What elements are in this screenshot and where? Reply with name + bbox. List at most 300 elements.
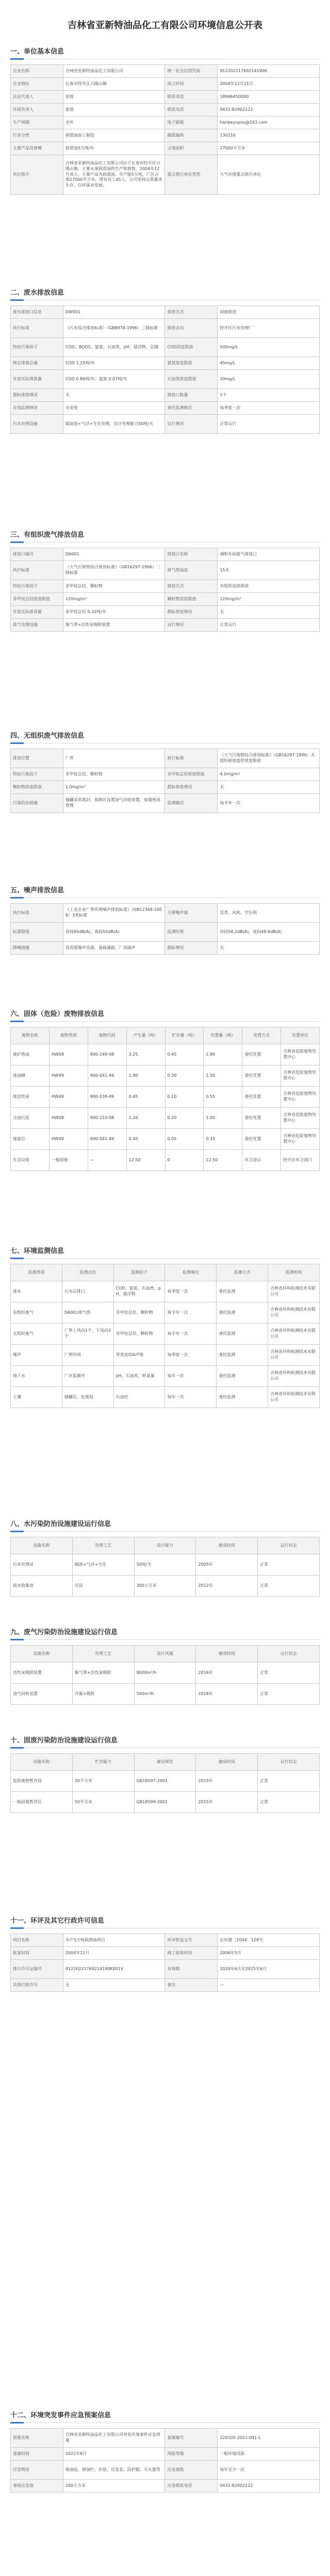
table-cell: 吉林省环科检测技术有限公司 xyxy=(268,1281,320,1302)
table-row xyxy=(11,1934,320,1947)
field-label: 执行标准 xyxy=(11,319,63,338)
section-heading xyxy=(10,1736,320,1748)
table-row xyxy=(11,1792,320,1813)
field-label: 废气处理设施 xyxy=(11,619,63,632)
section-accent-bar xyxy=(10,1639,24,1640)
table-row xyxy=(11,1087,320,1108)
info-table xyxy=(10,306,320,434)
table-cell: 储罐区、危废间 xyxy=(62,1387,113,1408)
info-table xyxy=(10,1264,320,1408)
table-cell: 正常 xyxy=(258,1575,320,1597)
field-label: 特征污染因子 xyxy=(11,768,63,781)
field-value: 全年 xyxy=(63,116,165,129)
field-value: 吉林省亚新特油品化工有限公司突发环境事件应急预案 xyxy=(63,2429,165,2448)
table-row xyxy=(11,561,320,580)
section-accent-bar xyxy=(10,1927,24,1929)
table-cell: 委托处置 xyxy=(242,1065,281,1087)
field-label: 核定排放总量 xyxy=(11,357,63,370)
field-value: 吉林省亚新特油品化工有限公司位于长春市经开区兴隆山镇，主要从事润滑油的生产和销售，2004年12月成立，主要产品为润滑油，年产能5万吨，厂区占地27000平方米，现有员工45人，公司坚持以质量求生存，以环保求发展。 xyxy=(63,155,165,195)
table-cell: 0 xyxy=(165,1150,204,1171)
table-cell: 3.25 xyxy=(126,1044,165,1065)
field-label: 超标排放情况 xyxy=(165,781,218,794)
field-value: COD 1.25吨/年 xyxy=(63,357,165,370)
table-cell: 2012年 xyxy=(196,1575,258,1597)
table-header-row xyxy=(11,1754,320,1771)
section-title: 五、噪声排放信息 xyxy=(10,887,64,895)
table-cell: 900-249-08 xyxy=(88,1044,126,1065)
field-label: 备案编号 xyxy=(165,2429,218,2448)
table-row xyxy=(11,606,320,619)
field-value: 500mg/L xyxy=(218,338,320,357)
table-cell: 污水总排口 xyxy=(62,1281,113,1302)
info-table xyxy=(10,548,320,632)
field-label: 委托监测频次 xyxy=(165,402,218,415)
table-row xyxy=(11,768,320,781)
table-row xyxy=(11,1065,320,1087)
field-value: 220105-2022-041-L xyxy=(218,2429,320,2448)
table-row xyxy=(11,923,320,942)
column-header: 设计能力 xyxy=(134,1537,196,1554)
table-row xyxy=(11,357,320,370)
table-cell: 8000m³/h xyxy=(134,1663,196,1684)
field-label: 风险等级 xyxy=(165,2448,218,2461)
table-row xyxy=(11,1554,320,1575)
table-row xyxy=(11,1129,320,1150)
table-row xyxy=(11,91,320,104)
table-cell: 厂界四周 xyxy=(62,1345,113,1366)
table-cell: 正常 xyxy=(258,1771,320,1792)
field-value: 润滑油5万吨/年 xyxy=(63,142,165,155)
column-header: 运行状态 xyxy=(258,1754,320,1771)
section-unorganized-gas xyxy=(10,732,320,813)
section-monitoring xyxy=(10,1247,320,1408)
column-header: 处置方式 xyxy=(242,1027,281,1044)
field-label: 法定代表人 xyxy=(11,91,63,104)
field-label: 应急演练 xyxy=(165,2461,218,2480)
section-heading xyxy=(10,886,320,898)
field-value: 储罐采用氮封，装卸区设置油气回收装置，加强密闭管理 xyxy=(63,794,165,813)
field-value: 91220221769214190K001V xyxy=(63,1960,165,1979)
field-value: 非甲烷总烃、颗粒物 xyxy=(63,580,165,593)
table-cell: 噪声 xyxy=(11,1345,62,1366)
field-value: 无 xyxy=(63,1979,165,1992)
field-value: 吸油毡、围油栏、沙袋、应急泵、防护服、灭火器等 xyxy=(63,2461,165,2480)
table-row xyxy=(11,749,320,768)
field-value: 1个 xyxy=(218,389,320,402)
table-cell: 正常 xyxy=(258,1792,320,1813)
table-cell: 每季度一次 xyxy=(165,1345,217,1366)
table-cell: 污水处理站 xyxy=(11,1554,73,1575)
field-label: 年度实际排放量 xyxy=(11,370,63,389)
table-cell: 吉林省危险废物处置中心 xyxy=(281,1044,320,1065)
table-cell: 委托监测 xyxy=(217,1387,268,1408)
section-water-facility xyxy=(10,1520,320,1597)
field-value: hanbeyuyou@163.com xyxy=(218,116,320,129)
section-title: 十、固废污染防治设施建设运行信息 xyxy=(10,1737,118,1745)
field-label: 竣工验收时间 xyxy=(165,1947,218,1960)
field-label: 预案名称 xyxy=(11,2429,63,2448)
table-row xyxy=(11,1663,320,1684)
field-label: 颗粒物浓度限值 xyxy=(165,593,218,606)
field-value: 非甲烷总烃、颗粒物 xyxy=(63,768,165,781)
field-label: 执行标准 xyxy=(11,561,63,580)
table-cell: 1.50 xyxy=(204,1065,242,1087)
field-label: 单位简介 xyxy=(11,155,63,195)
table-cell: COD、氨氮、石油类、pH、悬浮物 xyxy=(113,1281,165,1302)
field-label: 电子邮箱 xyxy=(165,116,218,129)
column-header: 运行状态 xyxy=(258,1537,320,1554)
section-title: 四、无组织废气排放信息 xyxy=(10,732,85,740)
info-table xyxy=(10,64,320,195)
table-cell: 有组织废气 xyxy=(11,1302,62,1324)
table-cell: 30平方米 xyxy=(72,1771,134,1792)
table-cell: 12.50 xyxy=(204,1150,242,1171)
table-cell: 吉林省危险废物处置中心 xyxy=(281,1087,320,1108)
field-label: 重点排污单位类型 xyxy=(165,155,218,195)
table-cell: 委托监测 xyxy=(217,1366,268,1387)
table-cell: 0.20 xyxy=(165,1108,204,1129)
field-value: 无 xyxy=(218,942,320,955)
field-value: 2006年5月 xyxy=(218,1947,320,1960)
field-label: 主要噪声源 xyxy=(165,904,218,923)
column-header: 监测频次 xyxy=(165,1264,217,1281)
field-label: 占地面积 xyxy=(165,142,218,155)
column-header: 处置量（吨） xyxy=(204,1027,242,1044)
table-row xyxy=(11,1281,320,1302)
section-accent-bar xyxy=(10,541,24,543)
table-cell: 委托监测 xyxy=(217,1345,268,1366)
table-row xyxy=(11,116,320,129)
section-wastewater xyxy=(10,289,320,434)
table-cell: 经开区环卫部门 xyxy=(281,1150,320,1171)
table-cell: 委托处置 xyxy=(242,1129,281,1150)
section-heading xyxy=(10,531,320,543)
table-cell: DA001排气筒 xyxy=(62,1302,113,1324)
table-cell: 正常 xyxy=(258,1663,320,1684)
field-value: 无 xyxy=(218,781,320,794)
field-value: 隔油池+气浮+生化处理，设计处理能力50吨/天 xyxy=(63,415,165,434)
section-title: 十二、环境突发事件应急预案信息 xyxy=(10,2412,111,2420)
section-heading xyxy=(10,1628,320,1640)
table-row xyxy=(11,2480,320,2493)
field-label: 企业地址 xyxy=(11,78,63,91)
field-label: 污染防治措施 xyxy=(11,794,63,813)
section-heading xyxy=(10,2411,320,2423)
field-label: 监测结果 xyxy=(165,923,218,942)
table-row xyxy=(11,1960,320,1979)
section-title: 九、废气污染防治设施建设运行信息 xyxy=(10,1629,118,1637)
column-header: 处置单位 xyxy=(281,1027,320,1044)
field-value: 张旭 xyxy=(63,104,165,116)
field-label: 环保负责人 xyxy=(11,104,63,116)
table-cell: HW49 xyxy=(49,1087,88,1108)
field-value: 年产5万吨润滑油项目 xyxy=(63,1934,165,1947)
table-row xyxy=(11,1324,320,1345)
table-row xyxy=(11,1150,320,1171)
table-row xyxy=(11,2429,320,2448)
table-cell: 油气回收装置 xyxy=(11,1684,73,1705)
table-row xyxy=(11,155,320,195)
column-header: 贮存能力 xyxy=(72,1754,134,1771)
section-gas-facility xyxy=(10,1628,320,1705)
table-cell: 厂区监测井 xyxy=(62,1366,113,1387)
field-value: 非甲烷总烃 0.32吨/年 xyxy=(63,606,165,619)
field-value: COD、BOD5、氨氮、石油类、pH、悬浮物、总磷 xyxy=(63,338,165,357)
table-cell: 等效连续A声级 xyxy=(113,1345,165,1366)
table-cell: 0.35 xyxy=(204,1129,242,1150)
info-table xyxy=(10,1934,320,1992)
table-cell: 活性炭吸附装置 xyxy=(11,1663,73,1684)
field-label: 备注 xyxy=(165,1979,218,1992)
table-row xyxy=(11,1387,320,1408)
table-cell: 每半年一次 xyxy=(165,1324,217,1345)
table-cell: 0.10 xyxy=(165,1087,204,1108)
field-label: 其他行政许可 xyxy=(11,1979,63,1992)
field-label: 监测频次 xyxy=(165,794,218,813)
field-value: 厂界 xyxy=(63,749,165,768)
table-cell: 0.55 xyxy=(204,1087,242,1108)
table-cell: 2005年 xyxy=(196,1554,258,1575)
table-cell: 废水 xyxy=(11,1281,62,1302)
table-cell: 吉林省危险废物处置中心 xyxy=(281,1129,320,1150)
field-value: 1.0mg/m³ xyxy=(63,781,165,794)
table-cell: 地下水 xyxy=(11,1366,62,1387)
table-cell: 2018年 xyxy=(196,1684,258,1705)
section-title: 三、有组织废气排放信息 xyxy=(10,531,85,539)
section-title: 一、单位基本信息 xyxy=(10,48,64,56)
field-value: 20mg/L xyxy=(218,370,320,389)
field-value: 长春市经开区兴隆山镇 xyxy=(63,78,165,91)
field-value: 选用低噪声设备，基础减振，厂房隔声 xyxy=(63,942,165,955)
table-cell: 废滤芯 xyxy=(11,1129,50,1150)
field-value: 2004年12月21日 xyxy=(218,78,320,91)
table-cell: GB18597-2001 xyxy=(134,1771,196,1792)
table-cell: 委托处置 xyxy=(242,1044,281,1065)
info-table xyxy=(10,1027,320,1171)
table-cell: 土壤 xyxy=(11,1387,62,1408)
field-value: 无 xyxy=(218,606,320,619)
column-header: 建成时间 xyxy=(196,1537,258,1554)
field-value: 《大气污染物综合排放标准》（GB16297-1996）无组织排放监控浓度限值 xyxy=(218,749,320,768)
column-header: 废物名称 xyxy=(11,1027,50,1044)
table-cell: 吉林省环科检测技术有限公司 xyxy=(268,1366,320,1387)
field-label: 年度实际排放量 xyxy=(11,606,63,619)
table-cell: HW08 xyxy=(49,1108,88,1129)
table-cell: 每半年一次 xyxy=(165,1302,217,1324)
table-cell: 500m³/h xyxy=(134,1684,196,1705)
table-row xyxy=(11,619,320,632)
field-label: 执行标准 xyxy=(11,904,63,923)
table-cell: 0.45 xyxy=(165,1044,204,1065)
field-label: 标准限值 xyxy=(11,923,63,942)
column-header: 监测方式 xyxy=(217,1264,268,1281)
column-header: 建成时间 xyxy=(196,1754,258,1771)
field-value: 昼间58.2dB(A)，夜间48.6dB(A) xyxy=(218,923,320,942)
table-row xyxy=(11,904,320,923)
column-header: 产生量（吨） xyxy=(126,1027,165,1044)
column-header: 设施名称 xyxy=(11,1646,73,1663)
table-cell: 每年一次 xyxy=(165,1387,217,1408)
table-cell: 0.40 xyxy=(126,1129,165,1150)
section-accent-bar xyxy=(10,1021,24,1022)
field-value: 润滑油加工制造 xyxy=(63,129,165,142)
field-value: COD 0.86吨/年；氨氮 0.07吨/年 xyxy=(63,370,165,389)
table-row xyxy=(11,1684,320,1705)
info-table xyxy=(10,2428,320,2493)
field-value: 0431-82902222 xyxy=(218,104,320,116)
field-label: 废水排放口信息 xyxy=(11,306,63,319)
table-row xyxy=(11,65,320,78)
field-value: 15米 xyxy=(218,561,320,580)
table-cell: 2015年 xyxy=(196,1771,258,1792)
section-accent-bar xyxy=(10,1747,24,1749)
field-value: 200立方米 xyxy=(63,2480,165,2493)
table-row xyxy=(11,402,320,415)
field-value: 吉林省亚新特油品化工有限公司 xyxy=(63,65,165,78)
table-cell: 无组织废气 xyxy=(11,1324,62,1345)
field-value: 张旭 xyxy=(63,91,165,104)
field-label: 企业名称 xyxy=(11,65,63,78)
table-row xyxy=(11,1108,320,1129)
table-cell: 300立方米 xyxy=(134,1575,196,1597)
table-row xyxy=(11,548,320,561)
info-table xyxy=(10,1753,320,1813)
document-title: 吉林省亚新特油品化工有限公司环境信息公开表 xyxy=(68,20,262,31)
section-accent-bar xyxy=(10,58,24,60)
field-label: 排污许可证编号 xyxy=(11,1960,63,1979)
table-cell: 0.30 xyxy=(165,1065,204,1087)
column-header: 监测机构 xyxy=(268,1264,320,1281)
field-value: 2020年6月至2025年6月 xyxy=(218,1960,320,1979)
field-value: 未安装 xyxy=(63,402,165,415)
field-value: 每季度一次 xyxy=(218,402,320,415)
field-label: 石油类浓度限值 xyxy=(165,370,218,389)
field-label: 降噪措施 xyxy=(11,942,63,955)
field-value: 《工业企业厂界环境噪声排放标准》（GB12348-2008）3类标准 xyxy=(63,904,165,923)
table-cell: 委托监测 xyxy=(217,1281,268,1302)
table-header-row xyxy=(11,1646,320,1663)
table-cell: 集气罩+活性炭吸附 xyxy=(72,1663,134,1684)
section-waste-facility xyxy=(10,1736,320,1813)
field-value: 每年至少一次 xyxy=(218,2461,320,2480)
table-cell: 委托监测 xyxy=(217,1302,268,1324)
field-label: 排放方式 xyxy=(165,306,218,319)
field-label: 特征污染因子 xyxy=(11,580,63,593)
table-row xyxy=(11,142,320,155)
field-value: 长环建〔2004〕128号 xyxy=(218,1934,320,1947)
field-value: DA001 xyxy=(63,548,165,561)
table-cell: 非甲烷总烃、颗粒物 xyxy=(113,1324,165,1345)
table-cell: — xyxy=(88,1150,126,1171)
table-cell: 冷凝+吸附 xyxy=(72,1684,134,1705)
table-cell: 石油烃 xyxy=(113,1387,165,1408)
field-value: 泵类、风机、空压机 xyxy=(218,904,320,923)
table-row xyxy=(11,319,320,338)
column-header: 设施名称 xyxy=(11,1537,73,1554)
field-label: 环评批复文号 xyxy=(165,1934,218,1947)
table-cell: 废矿物油 xyxy=(11,1044,50,1065)
table-cell: 正常 xyxy=(258,1684,320,1705)
table-row xyxy=(11,580,320,593)
table-cell: 900-041-49 xyxy=(88,1065,126,1087)
table-cell: 一般固废 xyxy=(49,1150,88,1171)
field-label: 排放口数量 xyxy=(165,389,218,402)
table-row xyxy=(11,1575,320,1597)
table-row xyxy=(11,1345,320,1366)
column-header: 建设规范 xyxy=(134,1754,196,1771)
section-heading xyxy=(10,1010,320,1022)
table-cell: 非甲烷总烃、颗粒物 xyxy=(113,1302,165,1324)
column-header: 废物代码 xyxy=(88,1027,126,1044)
table-row xyxy=(11,593,320,606)
table-row xyxy=(11,338,320,357)
table-row xyxy=(11,1979,320,1992)
table-cell: 2015年 xyxy=(196,1792,258,1813)
field-label: 非甲烷总烃浓度限值 xyxy=(11,593,63,606)
field-value: — xyxy=(218,1979,320,1992)
table-cell: 吉林省危险废物处置中心 xyxy=(281,1065,320,1087)
table-row xyxy=(11,1302,320,1324)
column-header: 设计风量 xyxy=(134,1646,196,1663)
column-header: 监测因子 xyxy=(113,1264,165,1281)
field-label: 联系电话 xyxy=(165,104,218,116)
table-cell: 0.65 xyxy=(126,1087,165,1108)
table-cell: 沉淀 xyxy=(72,1575,134,1597)
section-accent-bar xyxy=(10,742,24,744)
section-heading xyxy=(10,47,320,59)
field-value: 27000平方米 xyxy=(218,142,320,155)
field-label: 排放口名称 xyxy=(165,548,218,561)
field-label: 成立时间 xyxy=(165,78,218,91)
table-cell: 委托处置 xyxy=(242,1087,281,1108)
table-cell: 环卫清运 xyxy=(242,1150,281,1171)
table-cell: 每季度一次 xyxy=(165,1281,217,1302)
table-header-row xyxy=(11,1537,320,1554)
field-label: 颗粒物浓度限值 xyxy=(11,781,63,794)
table-row xyxy=(11,78,320,91)
column-header: 监测类别 xyxy=(11,1264,62,1281)
field-label: 主要产品及规模 xyxy=(11,142,63,155)
column-header: 处理工艺 xyxy=(72,1537,134,1554)
field-label: 排放方式 xyxy=(165,580,218,593)
table-cell: 吉林省环科检测技术有限公司 xyxy=(268,1387,320,1408)
field-label: 超标排放情况 xyxy=(165,606,218,619)
table-cell: 0.05 xyxy=(165,1129,204,1150)
table-cell: 1.20 xyxy=(126,1108,165,1129)
field-label: 排放口编号 xyxy=(11,548,63,561)
table-cell: 吉林省危险废物处置中心 xyxy=(281,1108,320,1129)
column-header: 运行状态 xyxy=(258,1646,320,1663)
column-header: 处理工艺 xyxy=(72,1646,134,1663)
info-table xyxy=(10,903,320,955)
field-label: 排放去向 xyxy=(165,319,218,338)
table-header-row xyxy=(11,1264,320,1281)
section-title: 二、废水排放信息 xyxy=(10,289,64,297)
field-value: 130216 xyxy=(218,129,320,142)
column-header: 贮存量（吨） xyxy=(165,1027,204,1044)
section-heading xyxy=(10,289,320,300)
field-label: 有效期 xyxy=(165,1960,218,1979)
field-value: 《大气污染物综合排放标准》（GB16297-1996）二级标准 xyxy=(63,561,165,580)
table-cell: 隔油+气浮+生化 xyxy=(72,1554,134,1575)
field-label: 污水处理设施 xyxy=(11,415,63,434)
section-basic-info xyxy=(10,47,320,195)
table-cell: 900-041-49 xyxy=(88,1129,126,1150)
section-title: 十一、环评及其它行政许可信息 xyxy=(10,1917,105,1925)
section-title: 六、固体（危险）废物排放信息 xyxy=(10,1010,105,1019)
field-label: 运行情况 xyxy=(165,619,218,632)
column-header: 设施名称 xyxy=(11,1754,73,1771)
